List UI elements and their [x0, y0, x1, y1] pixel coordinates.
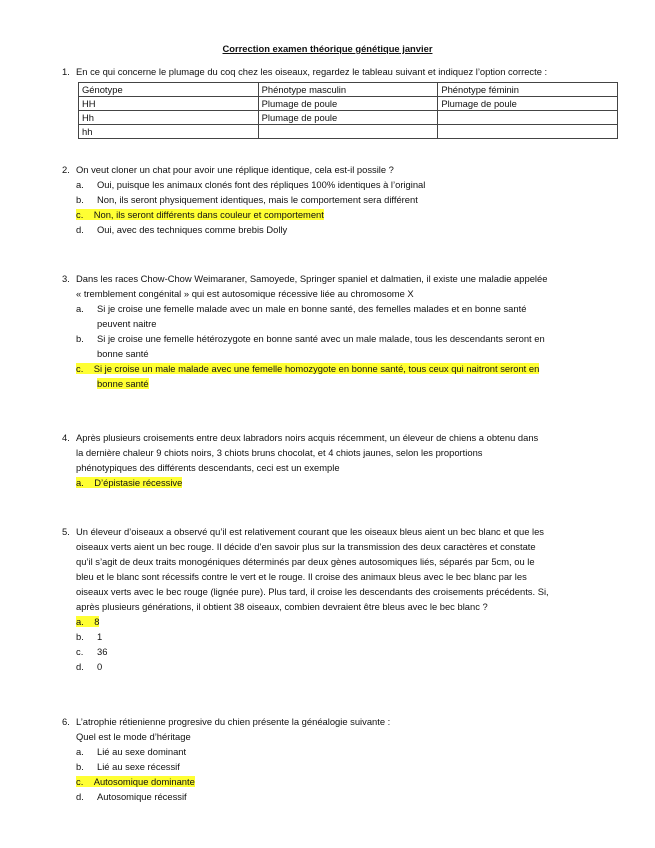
- option-a: a. Si je croise une femelle malade avec un male en bonne santé, des femelles malades et en bonne santé peuvent naitre: [76, 303, 527, 329]
- table-cell: Hh: [79, 111, 259, 125]
- question-number: 4.: [62, 432, 70, 443]
- option-a: a. Lié au sexe dominant: [76, 746, 187, 757]
- option-a: a. Oui, puisque les animaux clonés font des répliques 100% identiques à l’original: [76, 179, 426, 190]
- option-a-correct: a. D’épistasie récessive: [76, 477, 183, 488]
- option-d: d. 0: [76, 661, 103, 672]
- genotype-table: [78, 82, 618, 139]
- question-text: On veut cloner un chat pour avoir une réplique identique, cela est-il possile ?: [76, 164, 394, 175]
- question-text-line: après plusieurs générations, il obtient 38 oiseaux, combien devraient être bleus avec le bec blanc ?: [76, 601, 488, 612]
- table-cell: HH: [79, 97, 259, 111]
- question-text-line: qu’il s’agit de deux traits monogéniques déterminés par deux gènes autosomiques liés, séparés par 5cm, ou le: [76, 556, 535, 567]
- question-text-line: oiseaux verts aient un bec rouge. Il décide d’en savoir plus sur la transmission des deux caractères et constate: [76, 541, 536, 552]
- question-number: 2.: [62, 164, 70, 175]
- question-text-line: Après plusieurs croisements entre deux labradors noirs acquis récemment, un éleveur de chiens a obtenu dans: [76, 432, 539, 443]
- table-header-row: [79, 83, 618, 97]
- table-cell: [438, 125, 618, 139]
- question-text-line: oiseaux verts avec le bec rouge (lignée pure). Plus tard, il croise les descendants des croisements précédents. Si,: [76, 586, 549, 597]
- question-number: 6.: [62, 716, 70, 727]
- table-cell: Plumage de poule: [438, 97, 618, 111]
- question-text-line: L’atrophie rétienienne progresive du chien présente la généalogie suivante :: [76, 716, 391, 727]
- question-number: 5.: [62, 526, 70, 537]
- table-cell: [258, 125, 438, 139]
- question-text-line: phénotypiques des différents descendants, ceci est un exemple: [76, 462, 340, 473]
- option-b: b. Non, ils seront physiquement identiques, mais le comportement sera différent: [76, 194, 418, 205]
- table-cell: Plumage de poule: [258, 111, 438, 125]
- question-text: En ce qui concerne le plumage du coq chez les oiseaux, regardez le tableau suivant et indiquez l’option correcte :: [76, 66, 548, 77]
- option-b: b. Lié au sexe récessif: [76, 761, 180, 772]
- table-header-cell: Génotype: [79, 83, 259, 97]
- question-text-line: Dans les races Chow-Chow Weimaraner, Samoyede, Springer spaniel et dalmatien, il existe une maladie appelée: [76, 273, 548, 284]
- question-number: 3.: [62, 273, 70, 284]
- option-c-correct: c. Si je croise un male malade avec une femelle homozygote en bonne santé, tous ceux qui naitront seront en bonne santé: [76, 363, 540, 389]
- table-row: [79, 125, 618, 139]
- table-cell: Plumage de poule: [258, 97, 438, 111]
- table-header-cell: Phénotype masculin: [258, 83, 438, 97]
- option-c-correct: c. Non, ils seront différents dans couleur et comportement: [76, 209, 324, 220]
- question-text-line: bleu et le blanc sont récessifs contre le vert et le rouge. Il croise des animaux bleus avec le bec blanc par les: [76, 571, 527, 582]
- option-c: c. 36: [76, 646, 108, 657]
- option-c-correct: c. Autosomique dominante: [76, 776, 195, 787]
- table-cell: [438, 111, 618, 125]
- table-row: [79, 97, 618, 111]
- table-cell: hh: [79, 125, 259, 139]
- question-text-line: « tremblement congénital » qui est autosomique récessive liée au chromosome X: [76, 288, 414, 299]
- question-text-line: Un éleveur d’oiseaux a observé qu’il est relativement courant que les oiseaux bleus aient un bec blanc et que les: [76, 526, 544, 537]
- question-text-line: la dernière chaleur 9 chiots noirs, 3 chiots bruns chocolat, et 4 chiots jaunes, selon les proportions: [76, 447, 483, 458]
- table-row: [79, 111, 618, 125]
- option-b: b. Si je croise une femelle hétérozygote en bonne santé avec un male malade, tous les descendants seront en bonne santé: [76, 333, 545, 359]
- question-text-line: Quel est le mode d’héritage: [76, 731, 191, 742]
- question-number: 1.: [62, 66, 70, 77]
- document-title: Correction examen théorique génétique janvier: [222, 43, 433, 54]
- table-header-cell: Phénotype féminin: [438, 83, 618, 97]
- option-d: d. Autosomique récessif: [76, 791, 187, 802]
- option-b: b. 1: [76, 631, 103, 642]
- option-d: d. Oui, avec des techniques comme brebis Dolly: [76, 224, 288, 235]
- option-a-correct: a. 8: [76, 616, 100, 627]
